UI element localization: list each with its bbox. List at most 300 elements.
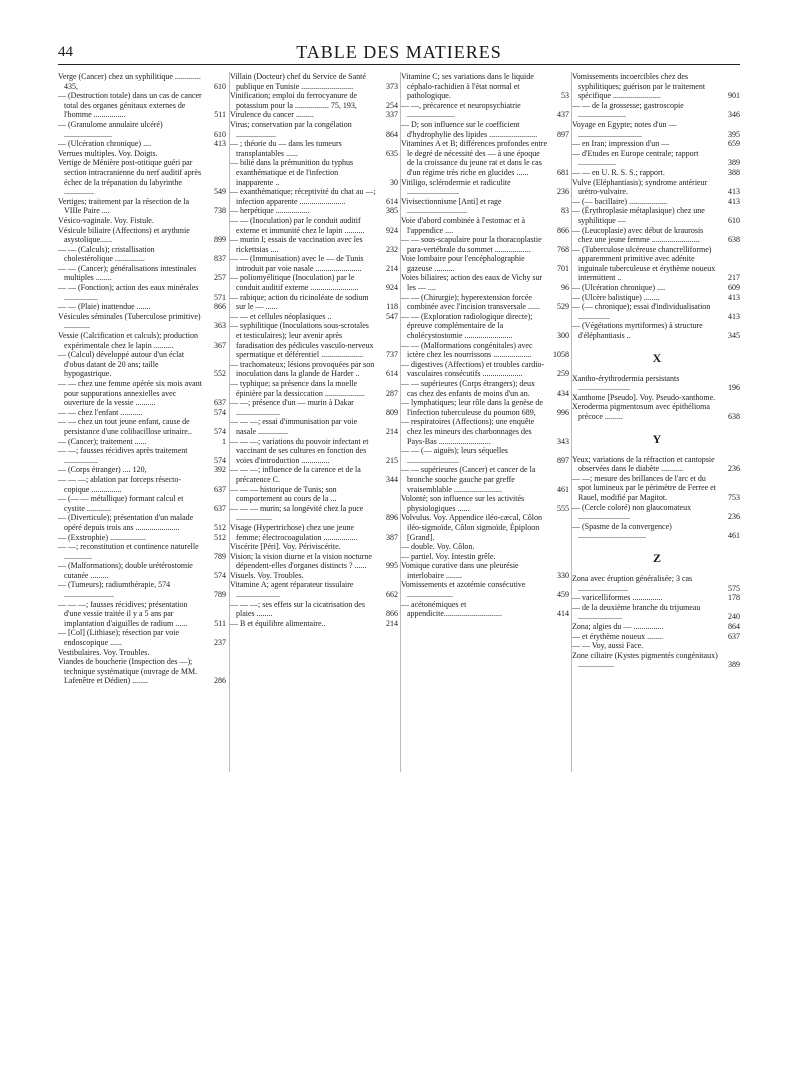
index-entry [58,331,228,350]
entry-text: Virus; conservation par la congélation .................... [230,119,352,139]
index-entry [401,446,571,465]
index-entry [58,120,228,139]
index-entry [572,393,742,403]
entry-text: Vomissements et azotémie consécutive ....................... [401,580,526,600]
entry-page-number: 897 [557,129,569,139]
entry-page-number: 388 [728,167,740,177]
entry-page-number: 809 [386,407,398,417]
entry-text: — — (Plaie) inattendue ....... [58,302,151,312]
entry-page-number: 461 [557,484,569,494]
index-entry [58,149,228,159]
index-entry [401,580,571,599]
entry-text: Vitamines A et B; différences profondes entre le degré de nécessité des — à une époque de la croissance du jeune rat et dans le cas d'un régime très riche en glucides ...... [401,139,547,177]
entry-page-number: 995 [386,561,398,571]
entry-text: — — chez une femme opérée six mois avant pour suppurations annexielles avec ouverture de la vessie .......... [58,379,202,408]
entry-text: — — (Calculs); cristallisation cholestérolique ............... [58,244,155,264]
entry-page-number: 387 [386,532,398,542]
index-entry [230,120,400,139]
entry-page-number: 330 [557,570,569,580]
entry-text: — (Diverticule); présentation d'un malade opéré depuis trois ans ...................... [58,513,194,532]
entry-page-number: 555 [557,503,569,513]
page-header [58,40,740,66]
entry-text: Vésicules séminales (Tuberculose primitive) ............. [58,311,201,331]
entry-page-number: 511 [214,618,226,628]
index-entry [230,235,400,254]
index-entry [572,402,742,421]
index-entry [58,600,228,629]
section-letter: X [652,350,662,365]
entry-page-number: 236 [557,187,569,197]
index-entry [58,302,228,312]
entry-page-number: 610 [728,215,740,225]
entry-text: Vivisectionnisme [Anti] et rage .............................. [401,196,502,216]
entry-page-number: 547 [386,311,398,321]
entry-text: — poliomyélitique (Inoculation) par le conduit auditif externe ........................ [230,273,359,293]
entry-text: Verge (Cancer) chez un syphilitique ............. 435, [58,72,201,91]
entry-text: — — (Exploration radiologique directe); épreuve complémentaire de la cholécystostomie ........................ [401,311,533,341]
entry-text: Visage (Hypertrichose) chez une jeune femme; électrocoagulation ................. [230,522,358,542]
index-entry [572,120,742,139]
entry-page-number: 373 [386,81,398,91]
entry-page-number: 610 [214,81,226,91]
entry-text: — (Ulcère balistique) ........ [572,292,660,302]
entry-page-number: 30 [390,177,398,187]
entry-text: Vestibulaires. Voy. Troubles. [58,647,150,657]
index-entry [572,283,742,293]
index-entry [58,648,228,658]
index-entry [230,321,400,359]
entry-text: — — (Inoculation) par le conduit auditif externe et immunité chez le lapin .......... [230,215,365,235]
index-entry [401,139,571,177]
index-entry [230,571,400,581]
entry-text: — trachomateux; lésions provoquées par son inoculation dans la glande de Harder .. [230,359,375,379]
entry-text: — — —; fausses récidives; présentation d'une vessie traitée il y a 5 ans par implantation d'aiguilles de radium ...... [58,599,188,628]
index-entry [58,417,228,436]
entry-page-number: 864 [728,621,740,631]
entry-text: — (Exstrophie) .................. [58,532,146,542]
entry-text: — — sous-scapulaire pour la thoracoplastie para-vertébrale du sommet .................. [401,235,542,254]
index-entry [58,72,228,91]
entry-page-number: 236 [728,464,740,474]
index-entry [58,542,228,561]
entry-text: Viscérite [Péri]. Voy. Périviscérite. [230,542,341,552]
entry-page-number: 614 [386,196,398,206]
entry-text: — — —; ses effets sur la cicatrisation des plaies ........ [230,599,365,619]
index-entry [401,341,571,360]
index-column-1 [58,72,228,772]
index-entry [572,651,742,670]
entry-page-number: 389 [728,660,740,670]
entry-text: — — Voy, aussi Face. [572,641,644,651]
index-entry [572,178,742,197]
entry-page-number: 1058 [553,350,569,360]
index-entry [401,561,571,580]
entry-text: — — de la grossesse; gastroscopie ........................ [572,100,684,120]
entry-text: — — — murin; sa longévité chez la puce .................. [230,503,364,523]
entry-text: — herpétique ................. [230,206,310,216]
index-entry [58,379,228,408]
entry-page-number: 574 [214,455,226,465]
index-entry [401,101,571,120]
page-title: TABLE DES MATIERES [296,42,502,62]
entry-page-number: 896 [386,513,398,523]
entry-page-number: 337 [386,110,398,120]
entry-text: — (Spasme de la convergence) .................................. [572,521,672,541]
entry-page-number: 659 [728,139,740,149]
entry-text: Vision; la vision diurne et la vision nocturne dépendent-elles d'organes distincts ? ...... [230,551,372,571]
entry-page-number: 511 [214,110,226,120]
entry-page-number: 866 [557,225,569,235]
entry-text: Vinification; emploi du ferrocyanure de potassium pour la ................. 75, 193, [230,91,358,110]
index-entry [401,216,571,235]
entry-text: — et érythème noueux ........ [572,631,664,641]
entry-text: — acétonémiques et appendicite............................. [401,599,502,619]
entry-page-number: 789 [214,551,226,561]
entry-text: Voie d'abord combinée à l'estomac et à l'appendice .... [401,215,526,235]
index-entry [58,465,228,475]
index-entry [230,619,400,629]
entry-page-number: 574 [214,570,226,580]
entry-page-number: 637 [214,503,226,513]
index-entry [572,503,742,522]
entry-page-number: 549 [214,187,226,197]
entry-text: Xantho-érythrodermia persistants .......................... [572,373,680,393]
entry-text: — — — historique de Tunis; son comportement au cours de la ... [230,484,337,504]
entry-text: Xanthome [Pseudo]. Voy. Pseudo-xanthome. [572,392,716,402]
entry-text: — (Érythroplasie métaplasique) chez une syphilitique — [572,206,705,225]
index-entry [230,360,400,379]
index-entry [230,312,400,322]
index-entry [401,254,571,273]
index-entry [401,417,571,446]
entry-text: Zone ciliaire (Kystes pigmentés congénitaux) .................. [572,650,718,670]
entry-text: Yeux; variations de la réfraction et cantopsie observées dans le diabète ........... [572,454,715,474]
index-entry [572,603,742,622]
entry-page-number: 738 [214,206,226,216]
header-rule [58,64,740,65]
index-entry [572,149,742,168]
entry-page-number: 637 [214,484,226,494]
entry-text: — [Col] (Lithiase); résection par voie endoscopique ...... [58,628,180,648]
index-entry [401,379,571,398]
entry-page-number: 259 [557,369,569,379]
index-entry [58,158,228,196]
entry-text: — — en U. R. S. S.; rapport. [572,167,665,177]
entry-page-number: 118 [386,302,398,312]
index-entry [572,101,742,120]
index-entry [572,302,742,321]
entry-page-number: 232 [386,244,398,254]
entry-page-number: 571 [214,292,226,302]
entry-text: Virulence du cancer ......... [230,110,314,120]
entry-text: Vulve (Eléphantiasis); syndrome antérieur urétro-vulvaire. [572,177,708,197]
entry-text: — — chez un tout jeune enfant, cause de persistance d'une colibacillose urinaire.. [58,417,192,436]
index-entry [230,465,400,484]
index-column-4 [571,72,742,772]
entry-text: — — (Chirurgie); hyperextension forcée combinée avec l'incision transversale ...... [401,292,540,312]
entry-text: — d'Etudes en Europe centrale; rapport ................... [572,148,699,168]
index-entry [230,110,400,120]
entry-text: — — —; influence de la carence et de la précarence C. [230,465,361,484]
entry-text: — varicelliformes ............... [572,593,663,603]
index-entry [58,494,228,513]
entry-text: — typhique; sa présence dans la moelle épinière par la dessiccation .................... [230,379,365,398]
index-column-2 [229,72,400,772]
index-entry [401,235,571,254]
entry-text: Zona avec éruption généralisée; 3 cas ......................... [572,573,693,593]
index-entry [58,533,228,543]
entry-page-number: 614 [386,369,398,379]
entry-text: — — (— aiguës); leurs séquelles .......................... [401,446,508,465]
entry-page-number: 413 [728,311,740,321]
index-entry [230,187,400,206]
entry-text: — —; présence d'un — murin à Dakar ...................... [230,398,354,417]
index-entry [572,622,742,632]
entry-text: — (Malformations); double urétérostomie cutanée ......... [58,561,193,580]
entry-page-number: 343 [557,436,569,446]
entry-text: — en Iran; impression d'un — [572,139,670,149]
entry-page-number: 638 [728,412,740,421]
entry-page-number: 367 [214,340,226,350]
entry-page-number: 924 [386,283,398,293]
index-entry [230,72,400,91]
entry-text: Voie lombaire pour l'encéphalographie gazeuse .......... [401,254,525,273]
entry-page-number: 414 [557,609,569,619]
index-entry [572,455,742,474]
entry-text: — —, précarence et neuropsychiatrie ........................ [401,100,521,120]
index-entry [401,293,571,312]
index-entry [572,293,742,303]
entry-page-number: 363 [214,321,226,331]
index-entry [401,360,571,379]
index-entry [572,632,742,642]
entry-page-number: 434 [557,388,569,398]
index-entry [572,168,742,178]
entry-text: — B et équilibre alimentaire.. [230,618,326,628]
index-entry [230,379,400,398]
index-entry [58,561,228,580]
entry-text: — (Granulome annulaire ulcéré) ........................ [58,119,163,139]
index-entry [230,542,400,552]
entry-text: Visuels. Voy. Troubles. [230,570,304,580]
entry-text: — — (Fonction); action des eaux minérales ................. [58,283,199,302]
entry-text: — — et cellules néoplasiques .. [230,311,332,321]
entry-page-number: 413 [728,187,740,197]
entry-page-number: 254 [386,100,398,110]
entry-page-number: 610 [214,129,226,139]
entry-text: Volvulus. Voy. Appendice iléo-cæcal, Côlon iléo-sigmoïde, Côlon sigmoïde, Épiploon [Grand]. [401,513,543,542]
index-entry [58,283,228,302]
entry-text: — rabique; action du ricinoléate de sodium sur le — ...... [230,292,369,312]
index-entry [230,139,400,158]
index-column-3 [400,72,571,772]
entry-page-number: 287 [386,388,398,398]
entry-page-number: 737 [386,350,398,360]
entry-text: Vomique curative dans une pleurésie interlobaire ........ [401,561,519,580]
index-entry [401,120,571,139]
entry-page-number: 300 [557,331,569,341]
entry-text: — partiel. Voy. Intestin grêle. [401,551,496,561]
entry-page-number: 178 [728,593,740,603]
index-entry [401,542,571,552]
entry-page-number: 236 [728,512,740,522]
entry-page-number: 552 [214,369,226,379]
index-entry [58,91,228,120]
entry-text: — (Ulcération chronique) .... [58,139,152,149]
entry-text: — (Leucoplasie) avec début de kraurosis chez une jeune femme ........................ [572,225,704,245]
entry-text: Villain (Docteur) chef du Service de Santé publique en Tunisie .......................... [230,72,366,91]
entry-text: — (— chronique); essai d'individualisation ................ [572,302,711,321]
entry-text: Vertiges; traitement par la résection de la VIIIe Paire .... [58,196,190,216]
index-entry [58,513,228,532]
index-entry [58,350,228,379]
index-entry [401,273,571,292]
entry-text: — — supérieures (Cancer) et cancer de la bronche souche gauche par greffe vraisemblable ........................ [401,465,536,494]
entry-page-number: 637 [214,398,226,408]
entry-text: Volonté; son influence sur les activités physiologiques ...... [401,494,525,513]
index-entry [58,216,228,226]
entry-page-number: 437 [557,110,569,120]
entry-text: — — supérieures (Corps étrangers); deux cas chez des enfants de moins d'un an. [401,379,535,398]
entry-text: — (Destruction totale) dans un cas de cancer total des organes génitaux externes de l'homme ................ [58,91,202,120]
index-entry [58,312,228,331]
entry-text: — (Végétations myrtiformes) à structure d'éléphantiasis .. [572,321,703,341]
entry-page-number: 512 [214,532,226,542]
entry-text: — —; fausses récidives après traitement ................. [58,446,188,465]
index-entry [572,226,742,245]
index-entry [572,72,742,101]
entry-page-number: 637 [728,631,740,641]
entry-page-number: 395 [728,129,740,139]
index-entry [572,374,742,393]
entry-text: Vésico-vaginale. Voy. Fistule. [58,215,154,225]
index-entry [572,593,742,603]
entry-page-number: 413 [728,292,740,302]
entry-text: — (— — métallique) formant calcul et cystite ............ [58,494,184,513]
index-entry [401,465,571,494]
entry-text: Zona; algies du — ............... [572,621,664,631]
index-entry [230,158,400,187]
entry-page-number: 897 [557,455,569,465]
index-entry [401,600,571,619]
entry-text: Vitiligo, sclérodermie et radiculite .......................... [401,177,511,197]
entry-page-number: 701 [557,263,569,273]
entry-page-number: 413 [728,196,740,206]
index-entry [58,226,228,245]
entry-page-number: 864 [386,129,398,139]
entry-text: — (Tumeurs); radiumthérapie, 574 ......................... [58,580,171,600]
entry-page-number: 461 [728,531,740,541]
entry-page-number: 346 [728,110,740,120]
entry-page-number: 789 [214,590,226,600]
entry-text: — murin I; essais de vaccination avec les rickettsias .... [230,235,363,254]
section-letter: Z [652,550,661,565]
entry-text: Vésicule biliaire (Affections) et arythmie asystolique...... [58,225,190,245]
entry-page-number: 866 [386,609,398,619]
entry-page-number: 214 [386,618,398,628]
entry-text: — (Corps étranger) .... 120, [58,465,147,475]
index-entry [401,494,571,513]
entry-page-number: 574 [214,426,226,436]
index-entry [230,437,400,466]
index-entry [572,522,742,541]
index-entry [58,264,228,283]
entry-text: — bilié dans la prémunition du typhus exanthématique et de l'infection inapparente .. [230,158,354,187]
entry-text: — — —; essai d'immunisation par voie nasale ............... [230,417,358,436]
index-entry [230,417,400,436]
index-entry [230,580,400,599]
entry-text: — double. Voy. Côlon. [401,542,475,552]
index-entry [230,91,400,110]
index-entry [401,178,571,197]
entry-text: Voies biliaires; action des eaux de Vichy sur les — .... [401,273,543,293]
index-entry [230,600,400,619]
entry-page-number: 635 [386,148,398,158]
entry-text: — de la deuxième branche du trijumeau ...................... [572,602,701,622]
entry-text: — — (Immunisation) avec le — de Tunis introduit par voie nasale ....................... [230,254,364,273]
entry-page-number: 214 [386,263,398,273]
entry-text: — — —; ablation par forceps résecto-copique ............... [58,474,182,494]
index-entry [401,197,571,216]
entry-page-number: 237 [214,638,226,648]
entry-page-number: 96 [561,283,569,293]
entry-page-number: 768 [557,244,569,254]
entry-page-number: 901 [728,91,740,101]
entry-page-number: 753 [728,492,740,502]
entry-text: — (— bacillaire) ................... [572,196,668,206]
entry-text: Vessie (Calcification et calculs); production expérimentale chez le lapin .......... [58,331,198,350]
entry-page-number: 344 [386,474,398,484]
entry-page-number: 392 [214,465,226,475]
entry-page-number: 1 [222,436,226,446]
index-entry [58,408,228,418]
entry-text: Xeroderma pigmentosum avec épithélioma précoce ......... [572,402,710,421]
page-number: 44 [58,44,73,60]
index-entry [401,398,571,417]
index-entry [572,474,742,503]
entry-page-number: 529 [557,302,569,312]
entry-page-number: 575 [728,583,740,593]
index-entry [230,206,400,216]
entry-page-number: 345 [728,331,740,341]
entry-page-number: 837 [214,254,226,264]
entry-page-number: 83 [561,206,569,216]
index-entry [58,446,228,465]
entry-text: — —; reconstitution et continence naturelle .............. [58,542,199,561]
index-entry [58,437,228,447]
index-entry [58,580,228,599]
entry-page-number: 866 [214,302,226,312]
entry-text: — (Calcul) développé autour d'un éclat d'obus datant de 20 ans; taille hypogastrique. [58,350,185,379]
entry-page-number: 681 [557,167,569,177]
entry-text: Vomissements incoercibles chez des syphilitiques; guérison par le traitement spécifique ........................ [572,72,706,101]
index-entry [58,139,228,149]
index-entry [401,72,571,101]
section-letter: Y [652,431,662,446]
index-entry [572,139,742,149]
entry-text: — — —; variations du pouvoir infectant et vaccinant de ses cultures en fonction des voies d'introduction .............. [230,436,369,465]
entry-text: — — (Cancer); généralisations intestinales multiples ........ [58,263,197,283]
index-entry [58,475,228,494]
entry-page-number: 257 [214,273,226,283]
index-entry [230,552,400,571]
index-entry [230,216,400,235]
index-entry [230,273,400,292]
entry-text: — lymphatiques; leur rôle dans la genèse de l'infection tuberculeuse du poumon 689, [401,398,543,417]
entry-page-number: 196 [728,383,740,393]
entry-text: — digestives (Affections) et troubles cardio-vasculaires consécutifs .................... [401,359,545,379]
index-entry [230,523,400,542]
